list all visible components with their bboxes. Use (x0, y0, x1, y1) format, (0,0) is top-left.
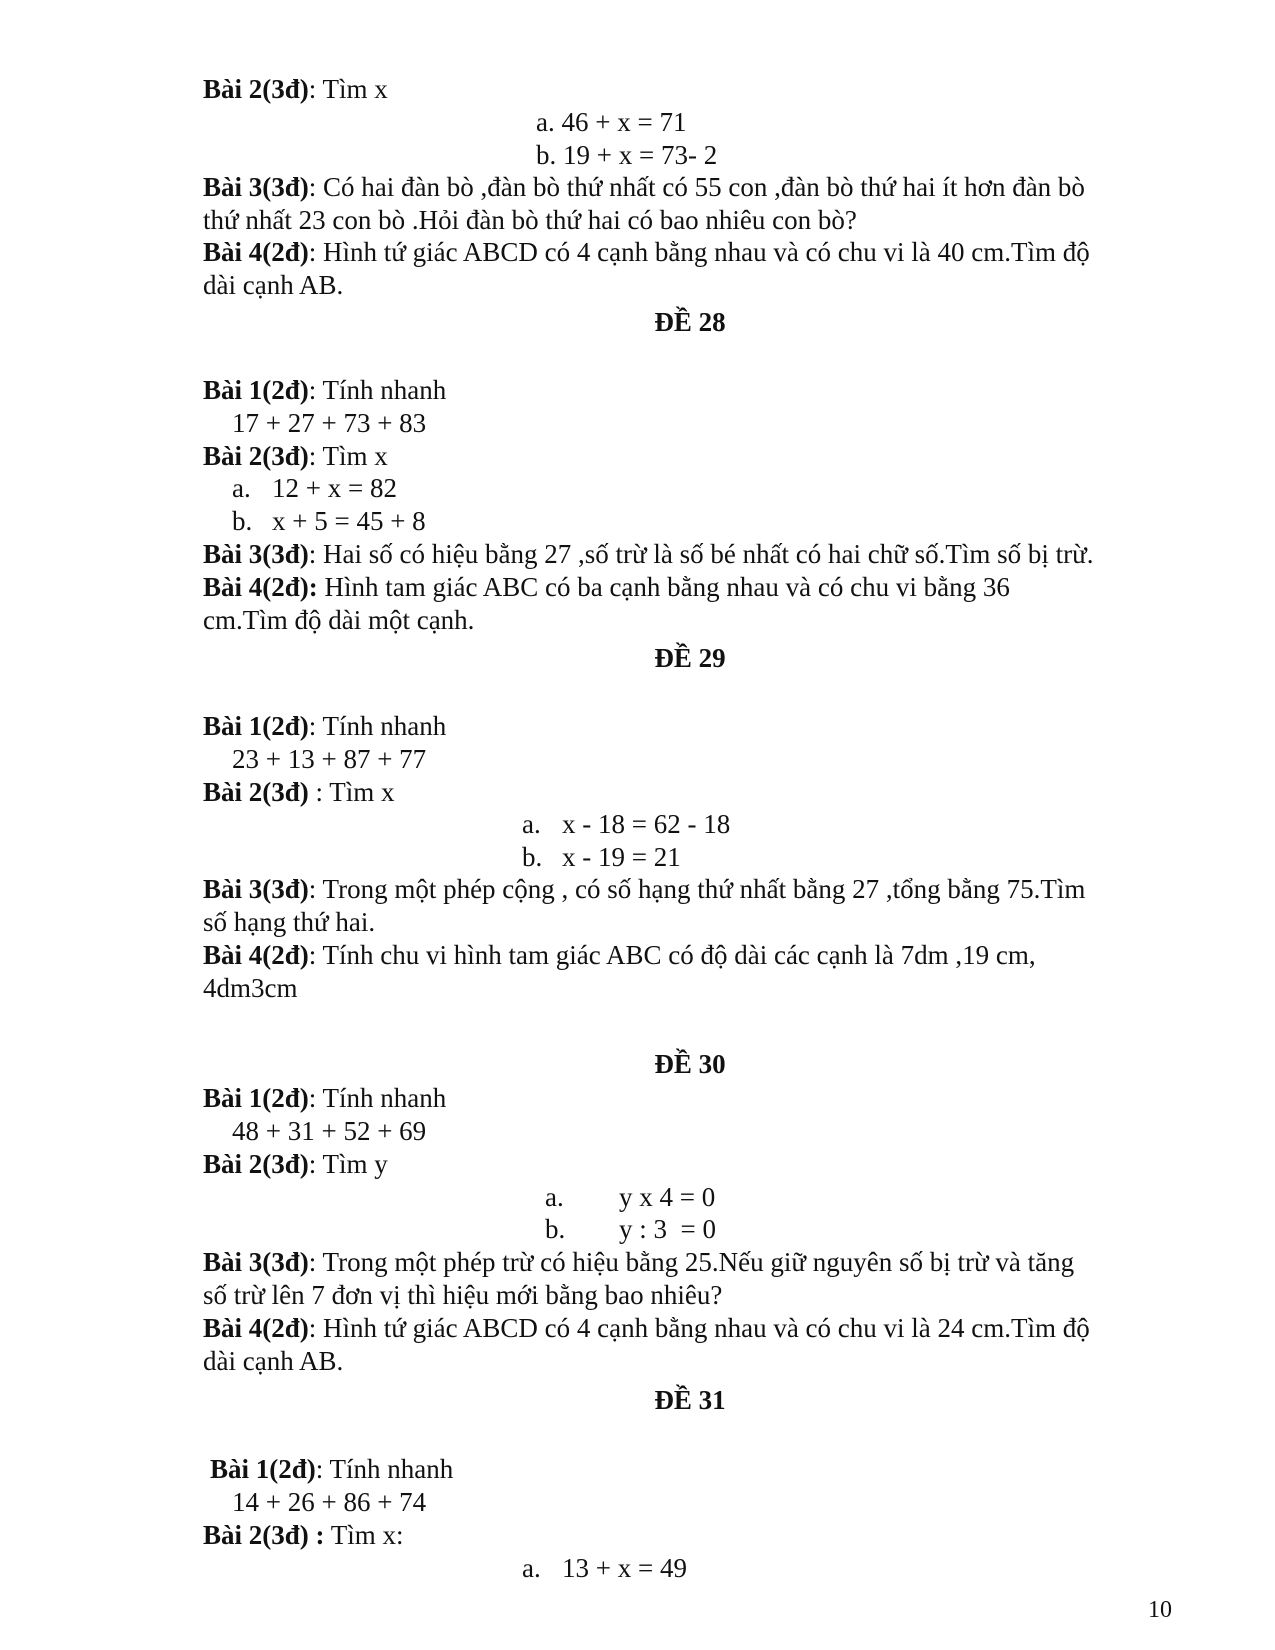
problem-text: Tìm x: (324, 1520, 404, 1550)
item-label: b. (522, 842, 543, 872)
problem-4-line-1 (203, 1312, 1090, 1344)
problem-text: : Tìm y (308, 1149, 388, 1179)
problem-text: : Trong một phép cộng , có số hạng thứ nhất bằng 27 ,tổng bằng 75.Tìm (308, 874, 1086, 904)
equation-expr: 19 + x = 73- 2 (563, 140, 718, 170)
problem-text: : Tính nhanh (308, 711, 447, 741)
equation-a (232, 472, 397, 504)
problem-label: Bài 2(3đ) (203, 777, 309, 807)
equation-expr: 13 + x = 49 (562, 1553, 687, 1583)
problem-text: : Trong một phép trừ có hiệu bằng 25.Nếu giữ nguyên số bị trừ và tăng (308, 1247, 1075, 1277)
problem-2-heading (203, 440, 388, 472)
problem-text: : Tìm x (308, 441, 388, 471)
problem-text: : Hai số có hiệu bằng 27 ,số trừ là số bé nhất có hai chữ số.Tìm số bị trừ. (308, 539, 1094, 569)
problem-label: Bài 1(2đ) (203, 375, 309, 405)
equation-a (522, 1552, 687, 1584)
problem-text: : Tính nhanh (308, 1083, 447, 1113)
problem-text: : Tìm x (308, 74, 388, 104)
problem-3-line-1 (203, 873, 1085, 905)
problem-3-line-2: số trừ lên 7 đơn vị thì hiệu mới bằng bao nhiêu? (203, 1280, 723, 1310)
problem-4-line-2: dài cạnh AB. (203, 270, 344, 300)
problem-label: Bài 2(3đ) (203, 1149, 309, 1179)
item-label: a. (545, 1182, 564, 1212)
expression: 14 + 26 + 86 + 74 (232, 1487, 427, 1517)
equation-a (522, 808, 730, 840)
section-title-de28: ĐỀ 28 (654, 307, 726, 337)
equation-b (232, 505, 426, 537)
equation-expr: 46 + x = 71 (561, 107, 687, 137)
page-number: 10 (1148, 1597, 1172, 1623)
problem-text: : Tính nhanh (308, 375, 447, 405)
equation-expr: x + 5 = 45 + 8 (272, 506, 426, 536)
problem-text: : Tính chu vi hình tam giác ABC có độ dài các cạnh là 7dm ,19 cm, (308, 940, 1036, 970)
problem-text: : Hình tứ giác ABCD có 4 cạnh bằng nhau và có chu vi là 24 cm.Tìm độ (308, 1313, 1090, 1343)
problem-1-heading (203, 374, 446, 406)
problem-label: Bài 2(3đ) : (203, 1520, 325, 1550)
item-label: b. (232, 506, 253, 536)
equation-expr: y x 4 = 0 (619, 1182, 716, 1212)
section-title-de30: ĐỀ 30 (654, 1049, 726, 1079)
item-label: a. (522, 809, 541, 839)
problem-3-line-2: thứ nhất 23 con bò .Hỏi đàn bò thứ hai có bao nhiêu con bò? (203, 205, 857, 235)
problem-label: Bài 1(2đ) (203, 1083, 309, 1113)
problem-label: Bài 4(2đ) (203, 237, 309, 267)
problem-1-heading (210, 1453, 453, 1485)
problem-label: Bài 2(3đ) (203, 441, 309, 471)
item-label: a. (536, 107, 555, 137)
problem-label: Bài 3(3đ) (203, 1247, 309, 1277)
equation-expr: x - 18 = 62 - 18 (562, 809, 731, 839)
equation-b (522, 841, 681, 873)
problem-text: Hình tam giác ABC có ba cạnh bằng nhau và có chu vi bằng 36 (317, 572, 1010, 602)
equation-b (536, 139, 717, 171)
problem-4-line-1 (203, 571, 1010, 603)
problem-3-line-1 (203, 1246, 1074, 1278)
problem-4-line-1 (203, 236, 1090, 268)
problem-1-heading (203, 1082, 446, 1114)
problem-4-line-1 (203, 939, 1036, 971)
problem-2-heading (203, 776, 395, 808)
problem-text: : Hình tứ giác ABCD có 4 cạnh bằng nhau và có chu vi là 40 cm.Tìm độ (308, 237, 1090, 267)
problem-label: Bài 4(2đ): (203, 572, 318, 602)
expression: 48 + 31 + 52 + 69 (232, 1116, 427, 1146)
problem-4-line-2: dài cạnh AB. (203, 1346, 344, 1376)
equation-expr: y : 3 = 0 (619, 1214, 716, 1244)
equation-b (545, 1213, 716, 1245)
item-label: b. (545, 1214, 566, 1244)
problem-3-line-1 (203, 171, 1085, 203)
problem-label: Bài 3(3đ) (203, 874, 309, 904)
item-label: a. (232, 473, 251, 503)
problem-text: : Tìm x (308, 777, 395, 807)
expression: 23 + 13 + 87 + 77 (232, 744, 427, 774)
problem-label: Bài 1(2đ) (203, 711, 309, 741)
problem-1-heading (203, 710, 446, 742)
problem-label: Bài 4(2đ) (203, 1313, 309, 1343)
equation-a (545, 1181, 715, 1213)
problem-label: Bài 2(3đ) (203, 74, 309, 104)
problem-4-line-2: cm.Tìm độ dài một cạnh. (203, 605, 475, 635)
problem-4-line-2: 4dm3cm (203, 973, 298, 1003)
problem-label: Bài 4(2đ) (203, 940, 309, 970)
section-title-de31: ĐỀ 31 (654, 1385, 726, 1415)
problem-3-line-2: số hạng thứ hai. (203, 907, 376, 937)
section-title-de29: ĐỀ 29 (654, 643, 726, 673)
equation-expr: x - 19 = 21 (562, 842, 681, 872)
problem-label: Bài 1(2đ) (210, 1454, 316, 1484)
problem-text: : Tính nhanh (315, 1454, 454, 1484)
problem-2-heading (203, 1519, 404, 1551)
problem-2-heading (203, 1148, 388, 1180)
problem-label: Bài 3(3đ) (203, 172, 309, 202)
item-label: b. (536, 140, 557, 170)
problem-2-heading (203, 73, 388, 105)
problem-text: : Có hai đàn bò ,đàn bò thứ nhất có 55 con ,đàn bò thứ hai ít hơn đàn bò (308, 172, 1085, 202)
problem-label: Bài 3(3đ) (203, 539, 309, 569)
item-label: a. (522, 1553, 541, 1583)
equation-a (536, 106, 686, 138)
problem-3 (203, 538, 1094, 570)
expression: 17 + 27 + 73 + 83 (232, 408, 427, 438)
equation-expr: 12 + x = 82 (272, 473, 397, 503)
